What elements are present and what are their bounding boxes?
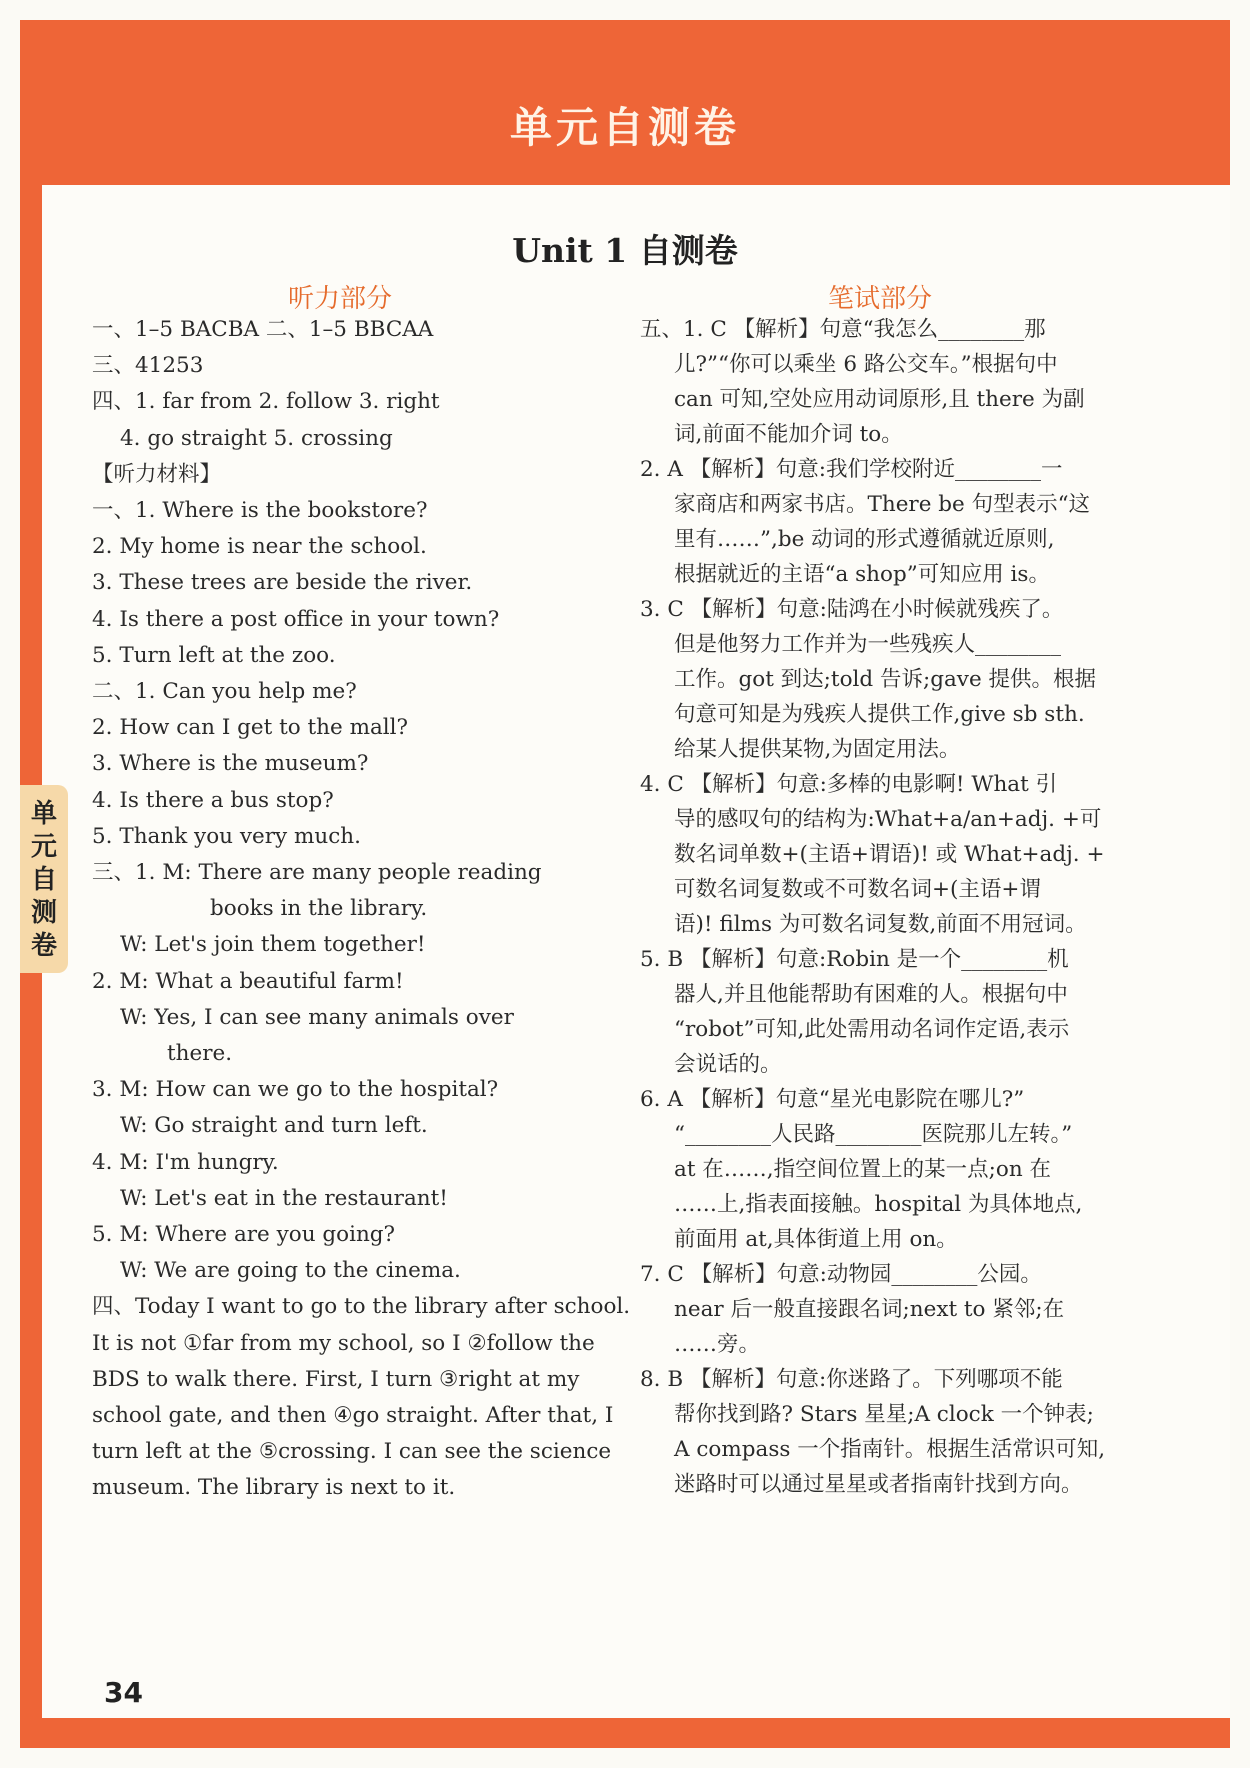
side-tab-label: 单元自测卷 bbox=[30, 799, 57, 961]
listening-line: BDS to walk there. First, I turn ③right at my bbox=[92, 1366, 580, 1392]
writing-line: 6. A 【解析】句意“星光电影院在哪儿?” bbox=[640, 1087, 1025, 1112]
listening-line: 4. Is there a bus stop? bbox=[92, 787, 334, 813]
listening-line: 三、1. M: There are many people reading bbox=[92, 860, 542, 885]
writing-line: 器人,并且他能帮助有困难的人。根据句中 bbox=[674, 982, 1068, 1007]
writing-line: 前面用 at,具体街道上用 on。 bbox=[674, 1227, 958, 1252]
listening-line: 三、41253 bbox=[92, 353, 204, 379]
listening-line: 3. Where is the museum? bbox=[92, 751, 369, 777]
section-title-writing: 笔试部分 bbox=[828, 284, 933, 314]
listening-line: 3. These trees are beside the river. bbox=[92, 570, 473, 596]
listening-line: W: We are going to the cinema. bbox=[120, 1258, 461, 1284]
listening-line: 一、1. Where is the bookstore? bbox=[92, 498, 428, 523]
writing-line: 可数名词复数或不可数名词+(主语+谓 bbox=[674, 877, 1041, 902]
writing-line: 五、1. C 【解析】句意“我怎么________那 bbox=[640, 317, 1046, 342]
footer-band bbox=[20, 1718, 1230, 1748]
writing-line: 里有……”,be 动词的形式遵循就近原则, bbox=[674, 527, 1055, 552]
writing-line: “________人民路________医院那儿左转。” bbox=[674, 1122, 1073, 1147]
section-title-listening: 听力部分 bbox=[288, 284, 393, 314]
listening-line: 2. How can I get to the mall? bbox=[92, 715, 409, 741]
listening-line: turn left at the ⑤crossing. I can see the science bbox=[92, 1439, 612, 1465]
writing-line: can 可知,空处应用动词原形,且 there 为副 bbox=[674, 387, 1085, 412]
page-number: 34 bbox=[104, 1676, 143, 1709]
writing-line: 数名词单数+(主语+谓语)! 或 What+adj. + bbox=[674, 842, 1105, 867]
writing-line: 7. C 【解析】句意:动物园________公园。 bbox=[640, 1262, 1042, 1287]
listening-line: 二、1. Can you help me? bbox=[92, 679, 357, 704]
writing-line: 3. C 【解析】句意:陆鸿在小时候就残疾了。 bbox=[640, 597, 1064, 622]
writing-line: “robot”可知,此处需用动名词作定语,表示 bbox=[674, 1017, 1070, 1042]
listening-line: 2. M: What a beautiful farm! bbox=[92, 968, 404, 994]
page-title: Unit 1 自测卷 bbox=[512, 231, 738, 270]
listening-line: It is not ①far from my school, so I ②follow the bbox=[92, 1330, 595, 1356]
banner-title: 单元自测卷 bbox=[509, 103, 740, 152]
writing-line: ……上,指表面接触。hospital 为具体地点, bbox=[674, 1192, 1083, 1217]
writing-line: 2. A 【解析】句意:我们学校附近________一 bbox=[640, 457, 1063, 482]
listening-line: W: Go straight and turn left. bbox=[120, 1113, 428, 1139]
writing-line: 工作。got 到达;told 告诉;gave 提供。根据 bbox=[674, 667, 1097, 692]
writing-line: 语)! films 为可数名词复数,前面不用冠词。 bbox=[674, 912, 1087, 937]
listening-line: 4. go straight 5. crossing bbox=[120, 425, 393, 451]
listening-line: 4. Is there a post office in your town? bbox=[92, 606, 500, 632]
writing-line: 4. C 【解析】句意:多棒的电影啊! What 引 bbox=[640, 772, 1058, 797]
listening-line: 5. Thank you very much. bbox=[92, 823, 361, 849]
listening-line: books in the library. bbox=[210, 896, 428, 922]
listening-line: school gate, and then ④go straight. After that, I bbox=[92, 1403, 614, 1428]
listening-line: there. bbox=[167, 1041, 233, 1066]
listening-line: 一、1–5 BACBA 二、1–5 BBCAA bbox=[92, 317, 434, 342]
listening-line: 5. Turn left at the zoo. bbox=[92, 642, 336, 668]
writing-line: 家商店和两家书店。There be 句型表示“这 bbox=[674, 492, 1091, 517]
writing-line: ……旁。 bbox=[674, 1332, 761, 1357]
listening-line: W: Let's eat in the restaurant! bbox=[120, 1185, 448, 1211]
writing-line: 导的感叹句的结构为:What+a/an+adj. +可 bbox=[674, 807, 1102, 832]
listening-line: 4. M: I'm hungry. bbox=[92, 1149, 279, 1175]
writing-line: 儿?”“你可以乘坐 6 路公交车。”根据句中 bbox=[674, 352, 1058, 377]
listening-line: 【听力材料】 bbox=[92, 461, 222, 487]
writing-line: 词,前面不能加介词 to。 bbox=[674, 422, 903, 447]
writing-line: 但是他努力工作并为一些残疾人________ bbox=[674, 632, 1062, 657]
listening-line: museum. The library is next to it. bbox=[92, 1475, 456, 1501]
writing-line: 8. B 【解析】句意:你迷路了。下列哪项不能 bbox=[640, 1367, 1063, 1392]
listening-line: 2. My home is near the school. bbox=[92, 534, 427, 560]
writing-line: at 在……,指空间位置上的某一点;on 在 bbox=[674, 1157, 1051, 1182]
writing-line: A compass 一个指南针。根据生活常识可知, bbox=[674, 1437, 1106, 1462]
listening-line: 四、Today I want to go to the library after school. bbox=[92, 1294, 631, 1320]
writing-line: 根据就近的主语“a shop”可知应用 is。 bbox=[674, 562, 1050, 587]
listening-line: W: Let's join them together! bbox=[120, 932, 426, 958]
writing-line: near 后一般直接跟名词;next to 紧邻;在 bbox=[674, 1297, 1065, 1322]
writing-line: 迷路时可以通过星星或者指南针找到方向。 bbox=[674, 1472, 1083, 1497]
listening-line: 3. M: How can we go to the hospital? bbox=[92, 1077, 499, 1103]
writing-line: 帮你找到路? Stars 星星;A clock 一个钟表; bbox=[674, 1402, 1094, 1427]
writing-line: 会说话的。 bbox=[674, 1052, 782, 1077]
listening-line: 5. M: Where are you going? bbox=[92, 1222, 396, 1247]
listening-line: 四、1. far from 2. follow 3. right bbox=[92, 389, 440, 415]
writing-line: 给某人提供某物,为固定用法。 bbox=[674, 737, 961, 762]
writing-line: 5. B 【解析】句意:Robin 是一个________机 bbox=[640, 947, 1069, 972]
writing-line: 句意可知是为残疾人提供工作,give sb sth. bbox=[674, 702, 1085, 727]
listening-line: W: Yes, I can see many animals over bbox=[120, 1004, 514, 1030]
